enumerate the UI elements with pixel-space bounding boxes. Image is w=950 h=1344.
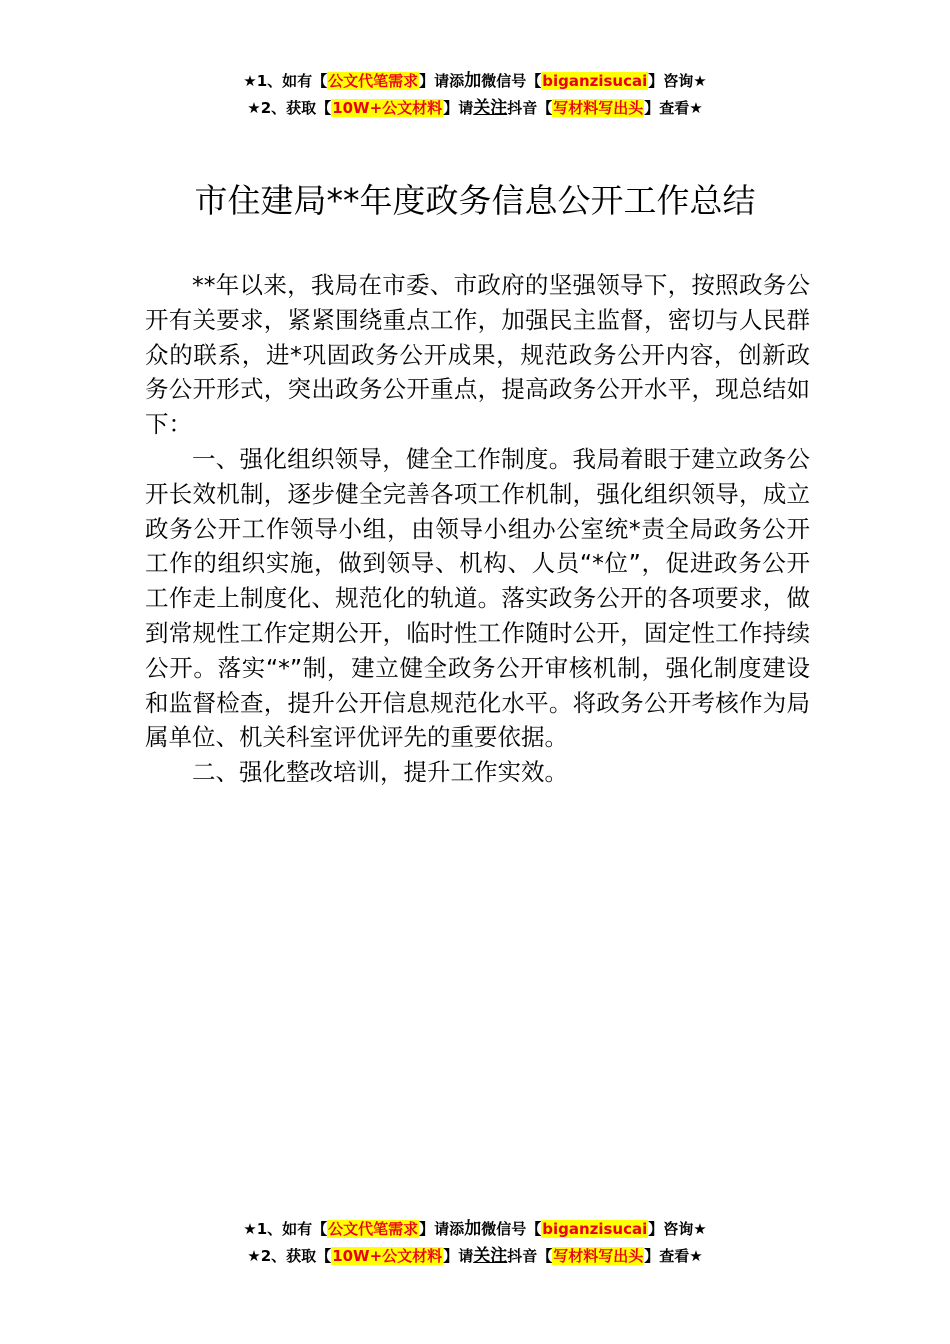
banner-text: 】咨询★ [648,1220,707,1238]
paragraph-intro: **年以来，我局在市委、市政府的坚强领导下，按照政务公开有关要求，紧紧围绕重点工作，加强民主监督，密切与人民群众的联系，进*巩固政务公开成果，规范政务公开内容，创新政务公开形式，突出政务公开重点，提高政务公开水平，现总结如下： [145,271,810,439]
banner-highlight: 10W+公文材料 [332,99,443,117]
banner-text: 抖音【 [507,1247,553,1265]
banner-highlight: 公文代笔需求 [328,1220,419,1238]
banner-text: 】请添 [419,1220,465,1238]
banner-emphasis: 加 [464,1219,482,1239]
banner-highlight-wechat-id: biganzisucai [542,72,648,90]
document-body [145,268,810,790]
banner-highlight-douyin-id: 写材料写出头 [553,99,644,117]
banner-text: ★1、如有【 [243,72,328,90]
banner-text: 】查看★ [644,99,703,117]
document-title: 市住建局**年度政务信息公开工作总结 [194,181,756,220]
banner-emphasis: 加 [464,71,482,91]
banner-text: 】请 [443,99,474,117]
banner-highlight-douyin-id: 写材料写出头 [553,1247,644,1265]
banner-emphasis: 关注 [473,1246,508,1266]
banner-text: 】请 [443,1247,474,1265]
header-banner [0,68,950,122]
banner-line-1 [0,68,950,95]
banner-text: 微信号【 [481,1220,542,1238]
banner-line-2 [0,95,950,122]
banner-line-2 [0,1243,950,1270]
footer-banner [0,1216,950,1270]
banner-text: 】咨询★ [648,72,707,90]
banner-highlight: 10W+公文材料 [332,1247,443,1265]
paragraph-section-2: 二、强化整改培训，提升工作实效。 [192,758,568,787]
banner-text: ★2、获取【 [247,99,332,117]
banner-highlight-wechat-id: biganzisucai [542,1220,648,1238]
banner-text: ★1、如有【 [243,1220,328,1238]
banner-text: ★2、获取【 [247,1247,332,1265]
banner-line-1 [0,1216,950,1243]
paragraph-section-1: 一、强化组织领导，健全工作制度。我局着眼于建立政务公开长效机制，逐步健全完善各项工作机制，强化组织领导，成立政务公开工作领导小组，由领导小组办公室统*责全局政务公开工作的组织实施，做到领导、机构、人员“*位”，促进政务公开工作走上制度化、规范化的轨道。落实政务公开的各项要求，做到常规性工作定期公开，临时性工作随时公开，固定性工作持续公开。落实“*”制，建立健全政务公开审核机制，强化制度建设和监督检查，提升公开信息规范化水平。将政务公开考核作为局属单位、机关科室评优评先的重要依据。 [145,444,810,752]
banner-text: 微信号【 [481,72,542,90]
banner-text: 】请添 [419,72,465,90]
banner-text: 抖音【 [507,99,553,117]
banner-text: 】查看★ [644,1247,703,1265]
banner-highlight: 公文代笔需求 [328,72,419,90]
banner-emphasis: 关注 [473,98,508,118]
